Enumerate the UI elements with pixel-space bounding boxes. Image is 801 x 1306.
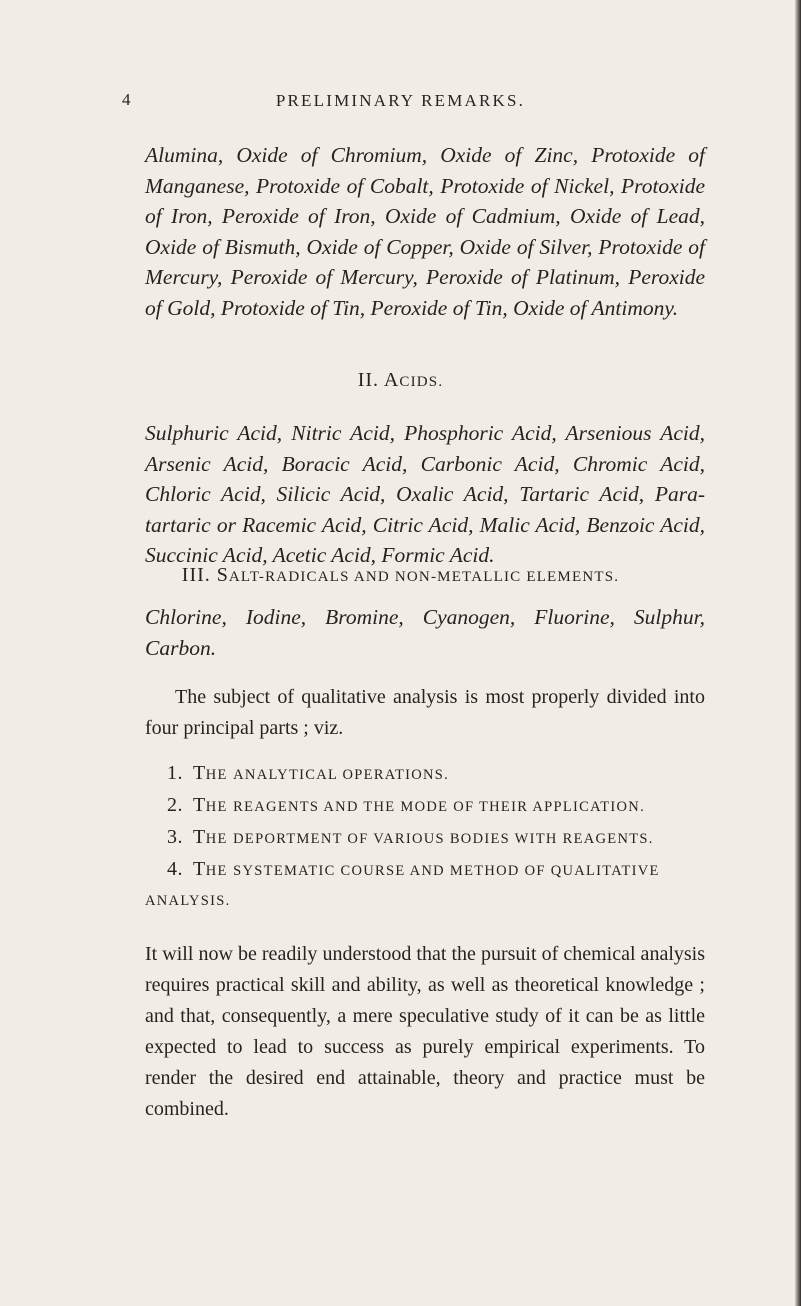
list-item-continuation: ANALYSIS.	[145, 893, 231, 909]
page-number: 4	[122, 90, 131, 109]
oxides-paragraph: Alumina, Oxide of Chromium, Oxide of Zinc, Protoxide of Manganese, Protoxide of Cobalt, Protoxide of Nickel, Protoxide of Iron, Peroxide of Iron, Oxide of Cadmium, Oxide of Lead, Oxide of Bismuth, Oxide of Copper, Oxide of Silver, Protoxide of Mercury, Peroxide of Mercury, Peroxide of Platinum, Peroxide of Gold, Protoxide of Tin, Peroxide of Tin, Oxide of Antimony.	[145, 143, 705, 320]
running-title: PRELIMINARY REMARKS.	[275, 91, 526, 110]
list-item: 3. THE DEPORTMENT OF VARIOUS BODIES WITH REAGENTS.	[167, 826, 654, 848]
list-item: 1. THE ANALYTICAL OPERATIONS.	[167, 762, 450, 784]
acids-paragraph: Sulphuric Acid, Nitric Acid, Phosphoric Acid, Arsenious Acid, Arsenic Acid, Boracic Acid, Carbonic Acid, Chromic Acid, Chloric Acid, Silicic Acid, Oxalic Acid, Tartaric Acid, Para-tartaric or Racemic Acid, Citric Acid, Malic Acid, Benzoic Acid, Succinic Acid, Acetic Acid, Formic Acid.	[145, 421, 705, 568]
section-title-initial: A	[383, 369, 400, 391]
salt-radicals-paragraph: Chlorine, Iodine, Bromine, Cyanogen, Fluorine, Sulphur, Carbon.	[145, 605, 705, 660]
intro-paragraph: The subject of qualitative analysis is most properly divided into four principal parts ; viz.	[145, 686, 705, 739]
section-numeral: II.	[357, 369, 380, 391]
page-edge-shadow	[795, 0, 801, 1306]
section-heading-salt-radicals	[0, 564, 801, 587]
list-item: 4. THE SYSTEMATIC COURSE AND METHOD OF QUALITATIVE	[167, 858, 660, 880]
list-item: 2. THE REAGENTS AND THE MODE OF THEIR APPLICATION.	[167, 794, 645, 816]
section-title-initial: S	[216, 564, 229, 586]
section-title-rest: CIDS.	[399, 374, 444, 390]
section-heading-acids	[0, 369, 801, 392]
closing-paragraph: It will now be readily understood that the pursuit of chemical analysis requires practical skill and ability, as well as theoretical knowledge ; and that, consequently, a mere speculative study of it can be as little expected to lead to success as purely empirical experiments. To render the desired end attainable, theory and practice must be combined.	[145, 943, 705, 1120]
section-numeral: III.	[181, 564, 211, 586]
section-title-rest: ALT-RADICALS AND NON-METALLIC ELEMENTS.	[228, 569, 620, 585]
